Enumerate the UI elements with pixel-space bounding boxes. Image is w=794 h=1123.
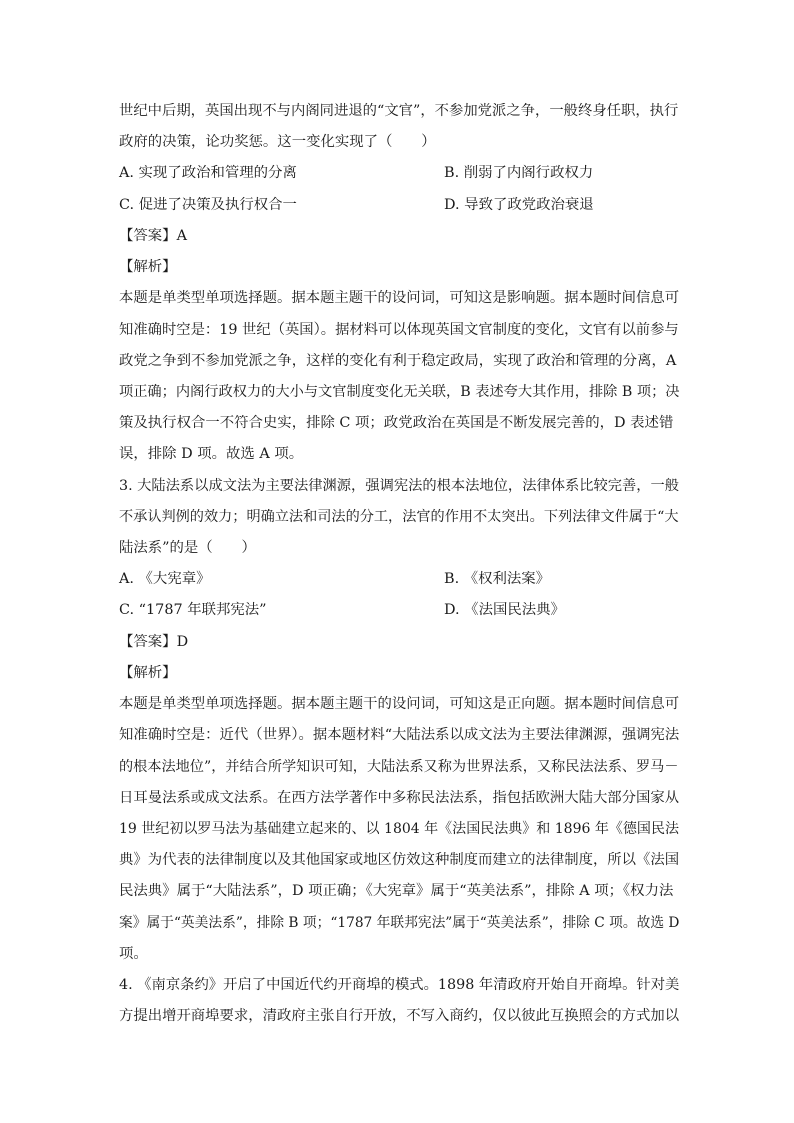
q2-analysis-title: 【解析】 [119,259,177,275]
q3-option-a: A. 《大宪章》 [119,571,211,587]
q3-analysis-line-4: 日耳曼法系或成文法系。在西方法学著作中多称民法法系，指包括欧洲大陆大部分国家从 [119,790,680,806]
q3-answer: 【答案】D [119,634,189,650]
q3-stem-line-1: 3. 大陆法系以成文法为主要法律渊源，强调宪法的根本法地位，法律体系比较完善，一般 [119,478,680,494]
q3-analysis-line-6: 典》为代表的法律制度以及其他国家或地区仿效这种制度而建立的法律制度，所以《法国 [119,852,680,868]
q2-analysis-line-6: 误，排除 D 项。故选 A 项。 [119,446,304,462]
q2-analysis-line-4: 项正确；内阁行政权力的大小与文官制度变化无关联，B 表述夸大其作用，排除 B 项；决 [119,384,680,400]
q2-option-a: A. 实现了政治和管理的分离 [119,165,297,181]
q3-option-c: C. “1787 年联邦宪法” [119,602,267,618]
q2-analysis-line-3: 政党之争到不参加党派之争，这样的变化有利于稳定政局，实现了政治和管理的分离，A [119,353,677,369]
q2-analysis-line-5: 策及执行权合一不符合史实，排除 C 项；政党政治在英国是不断发展完善的，D 表述错 [119,415,674,431]
q3-option-b: B. 《权利法案》 [444,571,551,587]
q3-analysis-title: 【解析】 [119,665,177,681]
q3-analysis-line-5: 19 世纪初以罗马法为基础建立起来的、以 1804 年《法国民法典》和 1896 年《德国民法 [119,821,679,837]
q2-answer: 【答案】A [119,228,187,244]
q3-analysis-line-3: 的根本法地位”，并结合所学知识可知，大陆法系又称为世界法系，又称民法法系、罗马－ [119,759,679,775]
q3-analysis-line-1: 本题是单类型单项选择题。据本题主题干的设问词，可知这是正向题。据本题时间信息可 [119,696,680,712]
q3-stem-line-3: 陆法系”的是（ ） [119,540,256,556]
q2-analysis-line-1: 本题是单类型单项选择题。据本题主题干的设问词，可知这是影响题。据本题时间信息可 [119,290,680,306]
q3-option-d: D. 《法国民法典》 [444,602,565,618]
q3-analysis-line-8: 案》属于“英美法系”，排除 B 项；“1787 年联邦宪法”属于“英美法系”，排除 C 项。故选 D [119,915,680,931]
q4-stem-line-1: 4. 《南京条约》开启了中国近代约开商埠的模式。1898 年清政府开始自开商埠。针对美 [119,977,680,993]
q4-stem-line-2: 方提出增开商埠要求，清政府主张自行开放，不写入商约，仅以彼此互换照会的方式加以 [119,1008,680,1024]
q3-analysis-line-7: 民法典》属于“大陆法系”，D 项正确；《大宪章》属于“英美法系”，排除 A 项；《权力法 [119,883,674,899]
q3-analysis-line-9: 项。 [119,946,148,962]
q2-option-d: D. 导致了政党政治衰退 [444,197,594,213]
q2-stem-line-2: 政府的决策，论功奖惩。这一变化实现了（ ） [119,134,436,150]
q3-analysis-line-2: 知准确时空是：近代（世界）。据本题材料“大陆法系以成文法为主要法律渊源，强调宪法 [119,727,680,743]
q2-option-c: C. 促进了决策及执行权合一 [119,197,297,213]
q2-option-b: B. 削弱了内阁行政权力 [444,165,594,181]
q3-stem-line-2: 不承认判例的效力；明确立法和司法的分工，法官的作用不太突出。下列法律文件属于“大 [119,509,679,525]
q2-analysis-line-2: 知准确时空是：19 世纪（英国）。据材料可以体现英国文官制度的变化，文官有以前参与 [119,322,679,338]
q2-stem-line-1: 世纪中后期，英国出现不与内阁同进退的“文官”，不参加党派之争，一般终身任职，执行 [119,103,679,119]
